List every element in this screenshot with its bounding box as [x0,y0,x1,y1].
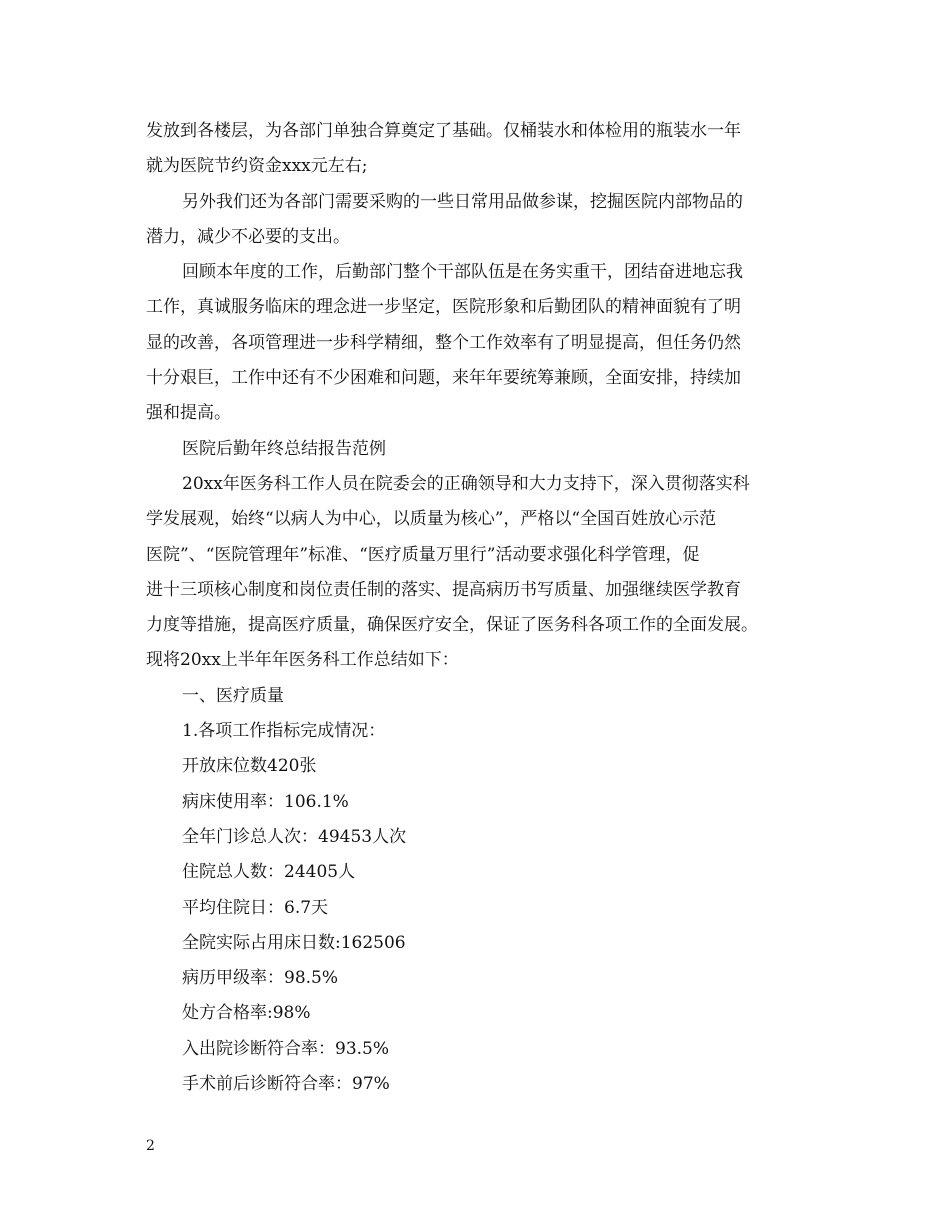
metric-line: 病床使用率：106.1% [182,791,349,812]
text-line: 现将20xx上半年年医务科工作总结如下： [146,650,459,671]
metric-line: 手术前后诊断符合率：97% [182,1074,390,1095]
text-line: 工作，真诚服务临床的理念进一步坚定，医院形象和后勤团队的精神面貌有了明 [146,297,741,318]
metric-line: 全年门诊总人次：49453人次 [182,826,407,847]
text-line: 发放到各楼层，为各部门单独合算奠定了基础。仅桶装水和体检用的瓶装水一年 [146,121,741,141]
text-line: 强和提高。 [146,403,231,424]
text-line: 回顾本年度的工作，后勤部门整个干部队伍是在务实重干，团结奋进地忘我 [182,262,743,283]
text-line: 医院”、“医院管理年”标准、“医疗质量万里行”活动要求强化科学管理，促 [146,544,700,565]
subsection-heading: 1.各项工作指标完成情况： [182,721,386,742]
text-line: 就为医院节约资金xxx元左右; [146,156,368,177]
page-number: 2 [146,1138,155,1154]
section-heading: 一、医疗质量 [182,685,284,706]
metric-line: 平均住院日：6.7天 [182,897,329,918]
metric-line: 处方合格率:98% [182,1003,311,1024]
text-line: 力度等措施，提高医疗质量，确保医疗安全，保证了医务科各项工作的全面发展。 [146,615,758,636]
metric-line: 住院总人数：24405人 [182,862,356,883]
metric-line: 入出院诊断符合率：93.5% [182,1038,390,1059]
section-heading: 医院后勤年终总结报告范例 [182,438,386,459]
document-body [146,114,806,1102]
text-line: 学发展观，始终“以病人为中心，以质量为核心”，严格以“全国百姓放心示范 [146,509,717,530]
text-line: 另外我们还为各部门需要采购的一些日常用品做参谋，挖掘医院内部物品的 [182,191,743,212]
metric-line: 全院实际占用床日数:162506 [182,932,406,953]
text-line: 20xx年医务科工作人员在院委会的正确领导和大力支持下，深入贯彻落实科 [182,473,750,494]
text-line: 潜力，减少不必要的支出。 [146,226,350,247]
metric-line: 开放床位数420张 [182,756,317,777]
text-line: 十分艰巨，工作中还有不少困难和问题，来年年要统筹兼顾，全面安排，持续加 [146,368,741,389]
text-line: 进十三项核心制度和岗位责任制的落实、提高病历书写质量、加强继续医学教育 [146,579,741,600]
metric-line: 病历甲级率：98.5% [182,968,339,989]
text-line: 显的改善，各项管理进一步科学精细，整个工作效率有了明显提高，但任务仍然 [146,332,741,353]
